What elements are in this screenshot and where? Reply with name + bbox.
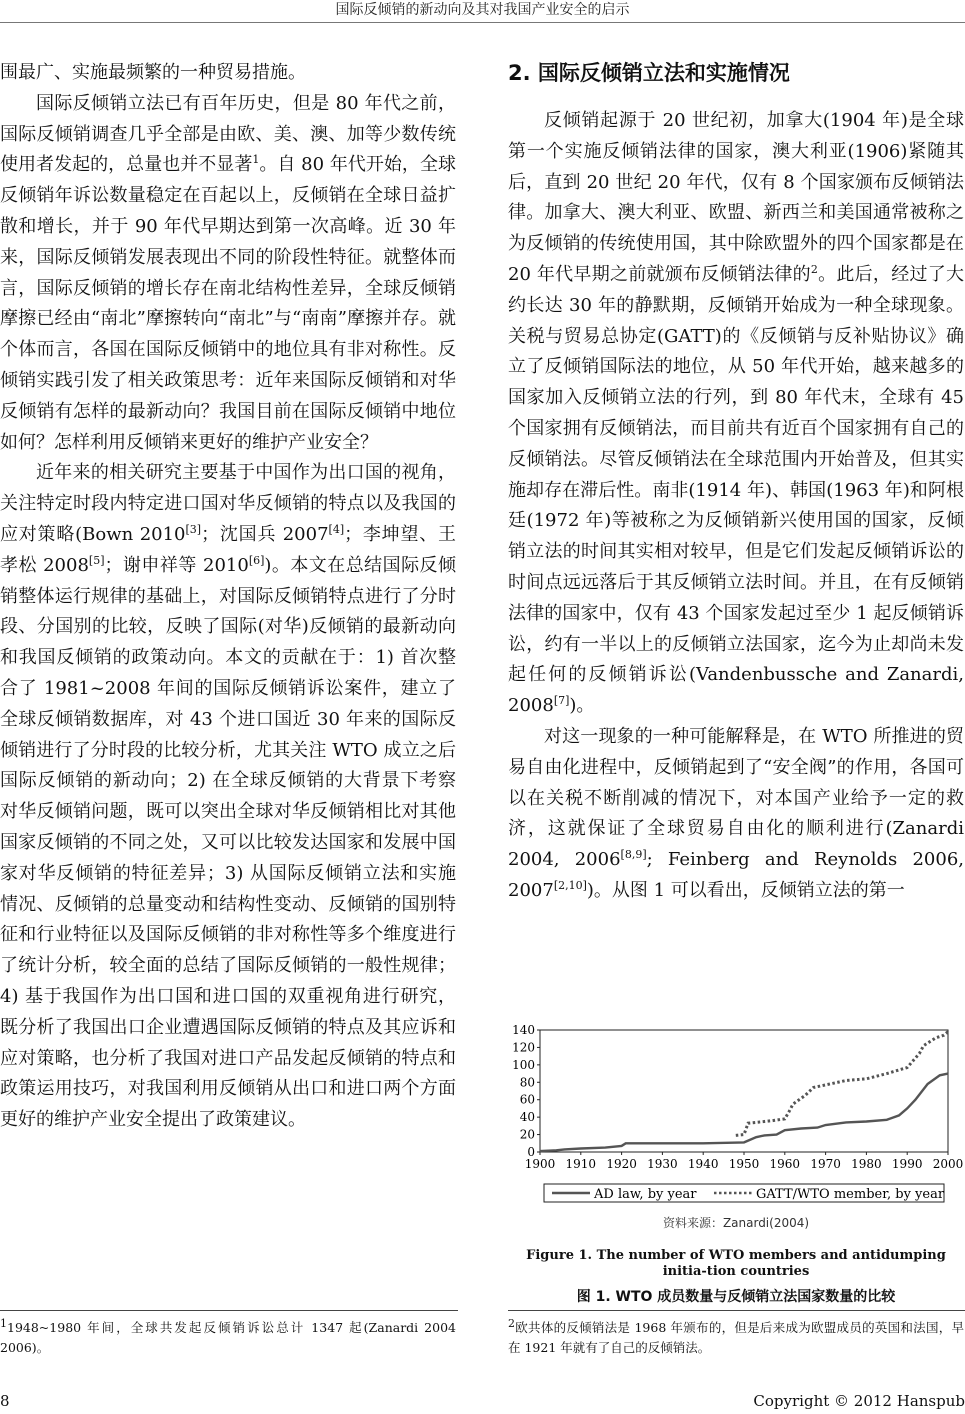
series-line-1 [540,1074,948,1152]
running-header: 国际反倾销的新动向及其对我国产业安全的启示 [335,2,630,18]
y-tick-label: 120 [512,1040,535,1055]
footnote-rule-left [0,1310,458,1311]
x-tick-label: 1960 [769,1157,801,1171]
citation-ref[interactable]: [8,9] [620,848,647,862]
citation-ref[interactable]: [4] [328,522,345,536]
chart-series [540,1032,948,1151]
figure-1 [508,1018,964,1216]
figure-caption-zh: 图 1. WTO 成员数量与反倾销立法国家数量的比较 [576,1289,896,1305]
header-rule [0,22,965,23]
footnote-right: $^2$欧共体的反倾销法是 1968 年颁布的，但是后来成为欧盟成员的英国和法国，早在 1921 年就有了自己的反倾销法。 [508,1316,964,1355]
right-para-2: 对这一现象的一种可能解释是，在 WTO 所推进的贸易自由化进程中，反倾销起到了“安全阀”的作用，各国可以在关税不断削减的情况下，对本国产业给予一定的救济，这就保证了全球贸易自由化的顺利进行(Zanardi 2004, 2006[8,9]; Feinberg and Reynolds 2006, 2007[2,10])。从图 1 可以看出，反倾销立法的第一 [508,725,964,901]
y-tick-label: 80 [519,1075,535,1090]
x-tick-label: 1990 [891,1157,923,1171]
y-tick-label: 20 [519,1127,535,1142]
page-number: 8 [0,1392,10,1410]
right-column [508,58,964,907]
x-tick-label: 1970 [810,1157,841,1171]
left-column [0,58,456,1136]
left-para-3: 近年来的相关研究主要基于中国作为出口国的视角，关注特定时段内特定进口国对华反倾销的特点以及我国的应对策略(Bown 2010[3]；沈国兵 2007[4]；李坤望、王孝松 2008[5]；谢申祥等 2010[6])。本文在总结国际反倾销整体运行规律的基础上，对国际反倾销特点进行了分时段、分国别的比较，反映了国际(对华)反倾销的最新动向和我国反倾销的政策动向。本文的贡献在于：1) 首次整合了 1981~2008 年间的国际反倾销诉讼案件，建立了全球反倾销数据库，对 43 个进口国近 30 年来的国际反倾销进行了分时段的比较分析，尤其关注 WTO 成立之后国际反倾销的新动向；2) 在全球反倾销的大背景下考察对华反倾销问题，既可以突出全球对华反倾销相比对其他国家反倾销的不同之处，又可以比较发达国家和发展中国家对华反倾销的特征差异；3) 从国际反倾销立法和实施情况、反倾销的总量变动和结构性变动、反倾销的国别特征和行业特征以及国际反倾销的非对称性等多个维度进行了统计分析，较全面的总结了国际反倾销的一般性规律；4) 基于我国作为出口国和进口国的双重视角进行研究，既分析了我国出口企业遭遇国际反倾销的特点及其应诉和应对策略，也分析了我国对进口产品发起反倾销的特点和政策运用技巧，对我国利用反倾销从出口和进口两个方面更好的维护产业安全提出了政策建议。 [0,462,457,1131]
figure-caption-en: Figure 1. The number of WTO members and antidumping initia-tion countries [526,1248,946,1279]
x-tick-label: 1930 [647,1157,678,1171]
citation-ref[interactable]: [7] [553,694,570,708]
citation-ref[interactable]: [3] [185,522,202,536]
chart-legend [544,1184,945,1202]
footnote-ref-1[interactable]: 1 [252,153,260,167]
footnote-left: $^1$1948~1980 年间，全球共发起反倾销诉讼总计 1347 起(Zanardi 2004 2006)。 [0,1316,456,1355]
footnote-rule-right [508,1310,965,1311]
legend-label: GATT/WTO member, by year [756,1187,945,1202]
left-para-1: 围最广、实施最频繁的一种贸易措施。 [0,62,306,83]
x-tick-label: 1900 [524,1157,556,1171]
legend-label: AD law, by year [594,1187,697,1202]
x-tick-label: 1920 [606,1157,637,1171]
line-chart [508,1018,964,1212]
right-para-1: 反倾销起源于 20 世纪初，加拿大(1904 年)是全球第一个实施反倾销法律的国家，澳大利亚(1906)紧随其后，直到 20 世纪 20 年代，仅有 8 个国家颁布反倾销法律。加拿大、澳大利亚、欧盟、新西兰和美国通常被称之为反倾销的传统使用国，其中除欧盟外的四个国家都是在 20 年代早期之前就颁布反倾销法律的$^2$。此后，经过了大约长达 30 年的静默期，反倾销开始成为一种全球现象。关税与贸易总协定(GATT)的《反倾销与反补贴协议》确立了反倾销国际法的地位，从 50 年代开始，越来越多的国家加入反倾销立法的行列，到 80 年代末，全球有 45 个国家拥有反倾销法，而目前共有近百个国家拥有自己的反倾销法。尽管反倾销法在全球范围内开始普及，但其实施却存在滞后性。南非(1914 年)、韩国(1963 年)和阿根廷(1972 年)等被称之为反倾销新兴使用国的国家，反倾销立法的时间其实相对较早，但是它们发起反倾销诉讼的时间点远远落后于其反倾销立法时间。并且，在有反倾销法律的国家中，仅有 43 个国家发起过至少 1 起反倾销诉讼，约有一半以上的反倾销立法国家，迄今为止却尚未发起任何的反倾销诉讼(Vandenbussche and Zanardi, 2008[7])。 [508,110,964,717]
y-tick-label: 40 [519,1110,535,1125]
section-heading: 2. 国际反倾销立法和实施情况 [508,61,790,85]
x-tick-label: 2000 [932,1157,964,1171]
citation-ref[interactable]: [2,10] [553,878,587,892]
left-para-2: 国际反倾销立法已有百年历史，但是 80 年代之前，国际反倾销调查几乎全部是由欧、美、澳、加等少数传统使用者发起的，总量也并不显著$^1$。自 80 年代开始，全球反倾销年诉讼数量稳定在百起以上，反倾销在全球日益扩散和增长，并于 90 年代早期达到第一次高峰。近 30 年来，国际反倾销发展表现出不同的阶段性特征。就整体而言，国际反倾销的增长存在南北结构性差异，全球反倾销摩擦已经由“南北”摩擦转向“南北”与“南南”摩擦并存。就个体而言，各国在国际反倾销中的地位具有非对称性。反倾销实践引发了相关政策思考：近年来国际反倾销和对华反倾销有怎样的最新动向？我国目前在国际反倾销中地位如何？怎样利用反倾销来更好的维护产业安全？ [0,92,456,453]
y-tick-label: 100 [512,1057,535,1072]
copyright: Copyright © 2012 Hanspub [753,1392,965,1410]
x-tick-label: 1910 [565,1157,597,1171]
x-tick-label: 1950 [728,1157,760,1171]
footnote-ref-2[interactable]: 2 [810,262,818,276]
y-tick-label: 0 [527,1145,535,1159]
x-tick-label: 1980 [851,1157,882,1171]
citation-ref[interactable]: [5] [88,553,105,567]
y-tick-label: 60 [519,1092,535,1107]
plot-frame [540,1030,948,1152]
figure-source: 资料来源：Zanardi(2004) [662,1216,810,1230]
x-tick-label: 1940 [687,1157,719,1171]
citation-ref[interactable]: [6] [248,553,265,567]
y-tick-label: 140 [512,1023,535,1037]
series-line-2 [736,1032,948,1136]
